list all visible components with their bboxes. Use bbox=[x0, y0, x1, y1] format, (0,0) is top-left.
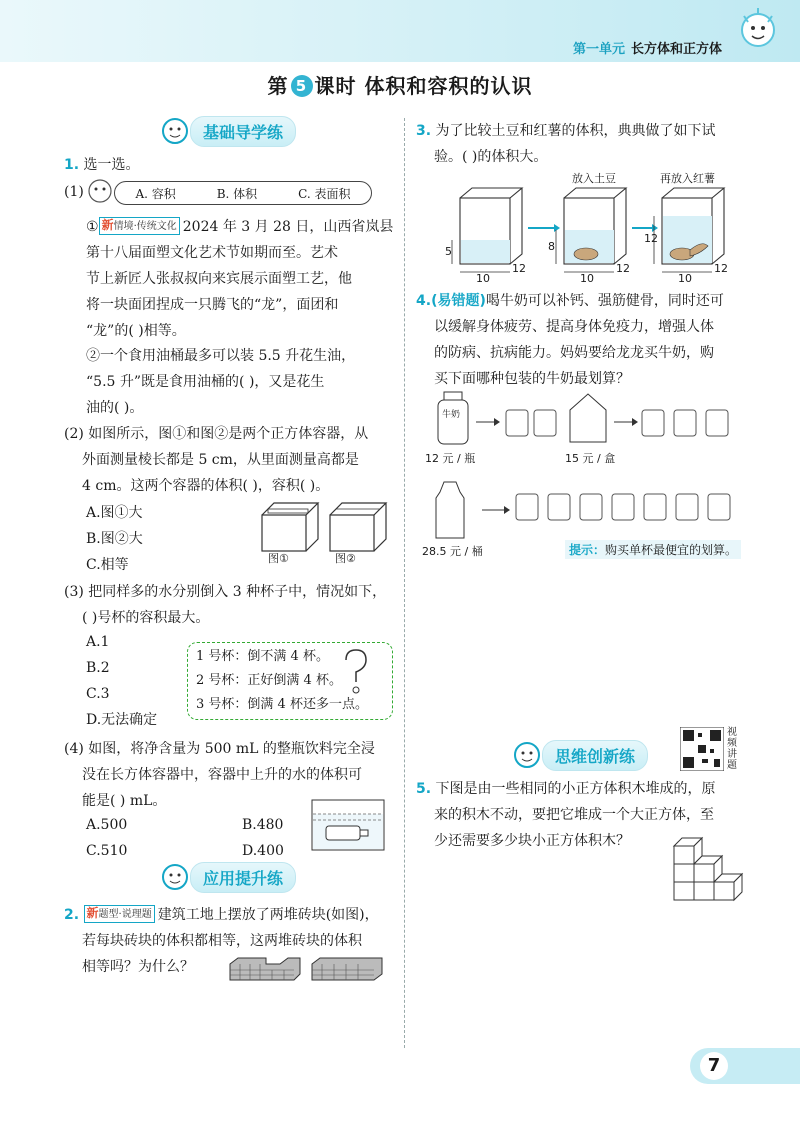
q4: 4.(易错题)喝牛奶可以补钙、强筋健骨，同时还可 以缓解身体疲劳、提高身体免疫力，增强人体 的防病、抗病能力。妈妈要给龙龙买牛奶，购 买下面哪种包装的牛奶最划算？ bbox=[416, 293, 724, 387]
dim-d3: 12 bbox=[714, 262, 728, 275]
mascot-icon bbox=[734, 6, 782, 58]
q1-stem: 1. 选一选。 bbox=[64, 157, 140, 173]
mascot-icon bbox=[512, 740, 542, 770]
q3: 3. 为了比较土豆和红薯的体积，典典做了如下试 验。( )的体积大。 bbox=[416, 123, 716, 165]
label-yam: 再放入红薯 bbox=[660, 172, 715, 185]
q1-part4-options: A.500 B.480 C.510 D.400 bbox=[86, 817, 284, 859]
q1-options-box bbox=[114, 181, 372, 205]
video-lecture-label: 视频讲题 bbox=[727, 727, 737, 771]
brick-piles-figure bbox=[226, 950, 390, 986]
bottle-label: 牛奶 bbox=[442, 410, 461, 420]
q1-item2: ②一个食用油桶最多可以装 5.5 升花生油， “5.5 升”既是食用油桶的( )，又是花生 油的( )。 bbox=[86, 348, 356, 416]
mascot-icon bbox=[160, 116, 190, 146]
dim-d1: 12 bbox=[512, 262, 526, 275]
option-a: A. 容积 bbox=[135, 186, 176, 201]
qr-code-icon[interactable] bbox=[680, 727, 724, 771]
page-title: 第 5 课时 体积和容积的认识 bbox=[267, 74, 533, 98]
milk-bottle-box-figure bbox=[430, 390, 770, 450]
box-price: 15 元 / 盒 bbox=[565, 452, 616, 465]
column-divider bbox=[404, 118, 405, 1048]
new-tag: 新题型·说理题 bbox=[84, 905, 155, 923]
dim-h1: 5 bbox=[445, 245, 452, 258]
q1-p1-label: (1) bbox=[64, 184, 84, 200]
unit-label: 第一单元 长方体和正方体 bbox=[572, 42, 722, 57]
q2: 2. 新题型·说理题 建筑工地上摆放了两堆砖块(如图)， 若每块砖块的体积都相等，这两堆砖块的体积 相等吗？为什么？ bbox=[64, 906, 379, 975]
cube-stack-figure bbox=[666, 830, 748, 902]
q1-part4: (4) 如图，将净含量为 500 mL 的整瓶饮料完全浸 没在长方体容器中，容器中上升的水的体积可 能是( ) mL。 bbox=[64, 741, 375, 809]
bottle-in-container-figure bbox=[308, 796, 388, 854]
cup3-text: 3 号杯：倒满 4 杯还多一点。 bbox=[196, 697, 368, 712]
q1-part2-options: A.图①大 B.图②大 C.相等 bbox=[86, 505, 143, 573]
mascot-icon bbox=[160, 862, 190, 892]
option-b: B. 体积 bbox=[216, 186, 258, 201]
dim-w2: 10 bbox=[580, 272, 594, 285]
section-banner-apply: 应用提升练 bbox=[160, 862, 296, 892]
dim-h2: 8 bbox=[548, 240, 555, 253]
bottle-price: 12 元 / 瓶 bbox=[425, 452, 476, 465]
jug-price: 28.5 元 / 桶 bbox=[422, 545, 483, 558]
milk-jug-figure bbox=[430, 478, 750, 542]
dim-d2: 12 bbox=[616, 262, 630, 275]
section-banner-basic: 基础导学练 bbox=[160, 116, 296, 146]
mascot-icon bbox=[86, 176, 114, 206]
cup2-text: 2 号杯：正好倒满 4 杯。 bbox=[196, 673, 342, 688]
section-banner-think: 思维创新练 bbox=[512, 740, 648, 770]
q1-item1: ① 新情境·传统文化 2024 年 3 月 28 日，山西省岚县 第十八届面塑文化艺术节如期而至。艺术 节上新匠人张叔叔向来宾展示面塑工艺，他 将一块面团捏成一只腾飞的“龙”，面团和 “龙”的( )相等。 bbox=[86, 218, 394, 339]
dim-h3: 12 bbox=[644, 232, 658, 245]
question-mark-icon bbox=[340, 648, 372, 700]
q1-part3: (3) 把同样多的水分别倒入 3 种杯子中，情况如下， ( )号杯的容积最大。 bbox=[64, 584, 387, 626]
q1-part3-options: A.1 B.2 C.3 D.无法确定 bbox=[86, 634, 158, 728]
option-c: C. 表面积 bbox=[298, 186, 351, 201]
cup1-text: 1 号杯：倒不满 4 杯。 bbox=[196, 649, 329, 664]
label-potato: 放入土豆 bbox=[572, 172, 616, 185]
dim-w3: 10 bbox=[678, 272, 692, 285]
new-tag: 新情境·传统文化 bbox=[99, 217, 180, 235]
potato-yam-experiment-figure bbox=[436, 184, 736, 284]
page-number-badge: 7 bbox=[690, 1048, 800, 1084]
fig1-label: 图① bbox=[268, 552, 289, 565]
fig2-label: 图② bbox=[335, 552, 356, 565]
q5: 5. 下图是由一些相同的小正方体积木堆成的，原 来的积木不动，要把它堆成一个大正方体，至 少还需要多少块小正方体积木？ bbox=[416, 781, 716, 849]
q1-part2: (2) 如图所示，图①和图②是两个正方体容器，从 外面测量棱长都是 5 cm，从里面测量高都是 4 cm。这两个容器的体积( )，容积( )。 bbox=[64, 426, 369, 494]
dim-w1: 10 bbox=[476, 272, 490, 285]
q4-hint: 提示：购买单杯最便宜的划算。 bbox=[565, 540, 741, 559]
